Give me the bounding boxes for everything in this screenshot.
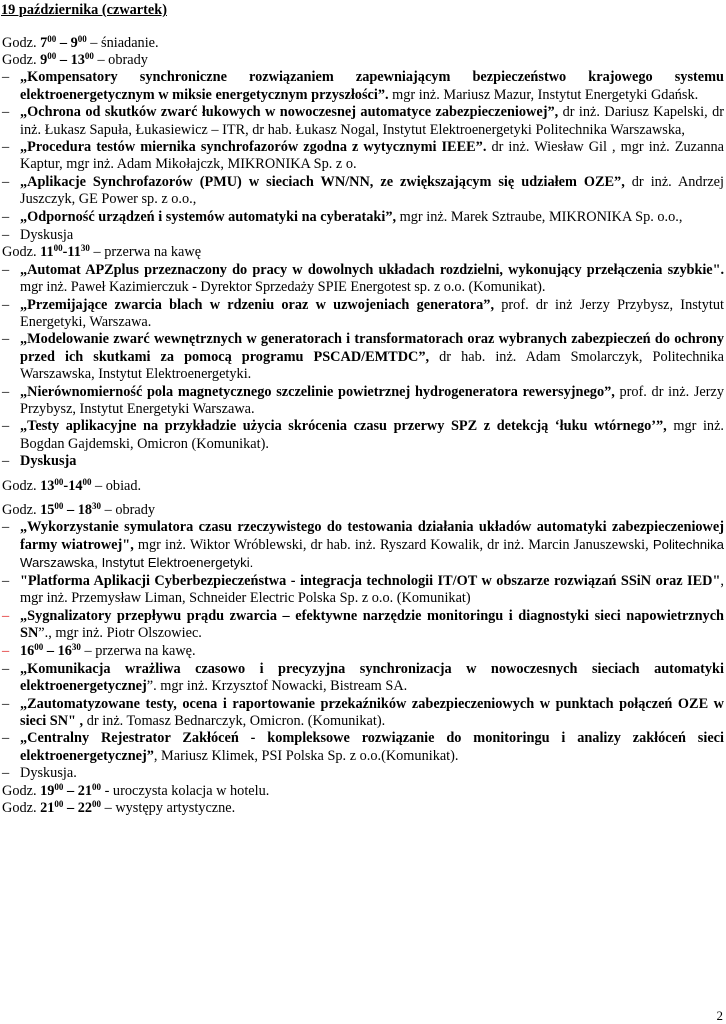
time-sep: – xyxy=(63,783,78,800)
time-start-hour: 19 xyxy=(40,783,55,800)
agenda-item xyxy=(2,174,724,208)
time-start-hour: 13 xyxy=(40,477,55,494)
talk-authors: dr inż. Wiesław Gil , mgr inż. Zuzanna Kaptur, mgr inż. Adam Mikołajczk, MIKRONIKA Sp. z o. xyxy=(20,139,724,173)
time-end-min: 00 xyxy=(92,782,102,793)
time-label: – obrady xyxy=(101,501,156,518)
time-sep: – xyxy=(63,800,78,817)
dash-bullet: – xyxy=(2,331,10,348)
time-end-min: 30 xyxy=(71,641,81,652)
talk-authors: ”., mgr inż. Piotr Olszowiec. xyxy=(38,625,202,642)
talk-title: „Kompensatory synchroniczne rozwiązaniem zapewniającym bezpieczeństwo krajowego systemu elektroenergetycznym w miksie energetycznym przyszłości”. xyxy=(20,69,724,103)
time-sep: - xyxy=(62,244,68,261)
time-end-hour: 21 xyxy=(77,783,93,800)
dash-bullet: – xyxy=(2,518,10,535)
talk-authors: mgr inż. Paweł Kazimierczuk - Dyrektor Sprzedaży SPIE Energotest sp. z o.o. (Komunikat). xyxy=(20,278,546,295)
time-end-min: 00 xyxy=(84,51,94,62)
agenda-item xyxy=(2,661,724,695)
time-slot-session-1 xyxy=(2,52,724,69)
talk-title: "Platforma Aplikacji Cyberbezpieczeństwa - integracja technologii IT/OT w obszarze rozwiązań SSiN oraz IED" xyxy=(20,573,721,590)
agenda-item-discussion xyxy=(2,765,724,782)
time-prefix: Godz. xyxy=(2,783,41,800)
time-prefix: Godz. xyxy=(2,35,41,51)
time-start-hour: 16 xyxy=(20,642,35,659)
agenda-item xyxy=(2,209,724,226)
talk-title: „Zautomatyzowane testy, ocena i raportowanie przekaźników zabezpieczeniowych w punktach połączeń OZE w sieci SN" , xyxy=(20,695,724,729)
time-start-hour: 7 xyxy=(40,35,48,51)
time-prefix: Godz. xyxy=(2,800,41,817)
dash-bullet: – xyxy=(2,209,10,226)
agenda-item xyxy=(2,331,724,383)
talk-authors: mgr inż. Wiktor Wróblewski, dr hab. inż. Ryszard Kowalik, dr inż. Marcin Januszewski, xyxy=(133,537,649,554)
time-slot-lunch xyxy=(2,478,724,495)
talk-title: „Aplikacje Synchrofazorów (PMU) w sieciach WN/NN, ze zwiększającym się udziałem OZE”, xyxy=(20,174,625,191)
time-start-min: 00 xyxy=(54,799,64,810)
talk-title: „Wykorzystanie symulatora czasu rzeczywistego do testowania działania układów automatyki zabezpieczeniowej farmy wiatrowej", xyxy=(20,518,724,554)
talk-title: „Odporność urządzeń i systemów automatyki na cyberataki”, xyxy=(20,209,397,226)
dash-bullet: – xyxy=(2,730,10,747)
time-slot-coffee-1 xyxy=(2,244,724,261)
talk-title: „Procedura testów miernika synchrofazorów zgodna z wytycznymi IEEE”. xyxy=(20,139,487,156)
talk-title: „Nierównomierność pola magnetycznego szczelinie powietrznej hydrogeneratora rewersyjnego”, xyxy=(20,383,615,400)
time-start-min: 00 xyxy=(34,641,44,652)
dash-bullet: – xyxy=(2,418,10,435)
agenda-item xyxy=(2,297,724,331)
agenda-item xyxy=(2,519,724,573)
time-end-hour: 11 xyxy=(67,244,81,261)
time-start-min: 00 xyxy=(47,51,57,62)
talk-title: „Testy aplikacyjne na przykładzie użycia skrócenia czasu przerwy SPZ z detekcją ‘łuku wtórnego’”, xyxy=(20,418,667,435)
time-start-min: 00 xyxy=(47,34,57,44)
agenda-item xyxy=(2,573,724,607)
dash-bullet: – xyxy=(2,174,10,191)
dash-bullet: – xyxy=(2,660,10,677)
time-start-min: 00 xyxy=(54,782,64,793)
talk-authors: mgr inż. Bogdan Gajdemski, Omicron (Komunikat). xyxy=(20,418,724,452)
talk-title: „Modelowanie zwarć wewnętrznych w generatorach i transformatorach oraz wybranych zabezpieczeń do ochrony przed ich skutkami za pomocą programu PSCAD/EMTDC”, xyxy=(20,331,724,365)
time-label: – przerwa na kawę xyxy=(89,244,202,261)
talk-authors: prof. dr inż Jerzy Przybysz, Instytut Energetyki, Warszawa. xyxy=(20,296,724,330)
schedule-content xyxy=(2,35,724,817)
agenda-item-discussion xyxy=(2,227,724,244)
talk-authors: prof. dr inż. Jerzy Przybysz, Instytut Energetyki Warszawa. xyxy=(20,383,724,417)
time-slot-performances xyxy=(2,800,724,817)
dash-bullet: – xyxy=(2,139,10,156)
talk-authors: dr hab. inż. Adam Smolarczyk, Politechnika Warszawska, Instytut Elektroenergetyki. xyxy=(20,348,724,382)
agenda-item xyxy=(2,608,724,642)
time-start-min: 00 xyxy=(54,500,64,511)
talk-authors: mgr inż. Mariusz Mazur, Instytut Energetyki Gdańsk. xyxy=(388,86,699,103)
dash-bullet: – xyxy=(2,573,10,590)
time-end-min: 30 xyxy=(80,243,90,254)
agenda-item xyxy=(2,262,724,296)
time-slot-breakfast xyxy=(2,35,724,52)
time-end-hour: 18 xyxy=(77,501,93,518)
dash-bullet: – xyxy=(2,69,10,86)
dash-bullet: – xyxy=(2,261,10,278)
talk-authors: mgr inż. Marek Sztraube, MIKRONIKA Sp. o.o., xyxy=(396,209,683,226)
talk-title: „Automat APZplus przeznaczony do pracy w dowolnych układach rozdzielni, wykonujący przełączenia szybkie". xyxy=(20,261,724,278)
time-start-hour: 21 xyxy=(40,800,55,817)
time-start-min: 00 xyxy=(54,476,64,487)
talk-title: „Centralny Rejestrator Zakłóceń - kompleksowe rozwiązanie do monitoringu i analizy zakłóceń sieci elektroenergetycznej” xyxy=(20,730,724,764)
time-end-min: 00 xyxy=(77,34,87,44)
talk-authors: dr inż. Andrzej Juszczyk, GE Power sp. z o.o., xyxy=(20,174,725,208)
talk-authors: , mgr inż. Przemysław Liman, Schneider Electric Polska Sp. z o.o. (Komunikat) xyxy=(20,573,724,607)
talk-authors: ”. mgr inż. Krzysztof Nowacki, Bistream SA. xyxy=(146,677,408,694)
time-start-min: 00 xyxy=(53,243,63,254)
dash-bullet: – xyxy=(2,104,10,121)
agenda-item xyxy=(2,696,724,730)
time-start-hour: 15 xyxy=(40,501,55,518)
time-end-hour: 22 xyxy=(77,800,93,817)
time-end-min: 00 xyxy=(92,799,102,810)
talk-authors: dr inż. Dariusz Kapelski, dr inż. Łukasz Sapuła, Łukasiewicz – ITR, dr hab. Łukasz Nogal, Instytut Elektroenergetyki Politechnika Warszawska, xyxy=(20,104,724,138)
discussion-label: Dyskusja xyxy=(20,226,74,243)
time-end-hour: 13 xyxy=(70,52,85,69)
page-number: 2 xyxy=(716,1008,723,1023)
talk-authors: , Mariusz Klimek, PSI Polska Sp. z o.o.(Komunikat). xyxy=(153,747,459,764)
discussion-label: Dyskusja. xyxy=(20,765,77,782)
agenda-item xyxy=(2,139,724,173)
dash-bullet: – xyxy=(2,695,10,712)
time-slot-dinner xyxy=(2,783,724,800)
agenda-item xyxy=(2,730,724,764)
dash-bullet: – xyxy=(2,765,10,782)
agenda-item-discussion xyxy=(2,453,724,470)
time-end-min: 00 xyxy=(82,476,92,487)
agenda-item xyxy=(2,384,724,418)
agenda-item xyxy=(2,104,724,138)
time-sep: – xyxy=(43,642,58,659)
time-label: – obiad. xyxy=(91,477,142,494)
time-start-hour: 11 xyxy=(40,244,54,261)
dash-bullet: – xyxy=(2,642,10,659)
dash-bullet: – xyxy=(2,608,10,624)
talk-title: „Ochrona od skutków zwarć łukowych w nowoczesnej automatyce zabezpieczeniowej”, xyxy=(20,104,559,121)
time-sep: – xyxy=(56,35,71,51)
time-end-min: 30 xyxy=(92,500,102,511)
talk-authors: dr inż. Tomasz Bednarczyk, Omicron. (Komunikat). xyxy=(83,712,386,729)
time-label: – śniadanie. xyxy=(86,35,159,51)
time-prefix: Godz. xyxy=(2,244,41,261)
time-end-hour: 14 xyxy=(68,477,83,494)
dash-bullet: – xyxy=(2,226,10,243)
time-sep: – xyxy=(56,52,71,69)
agenda-item xyxy=(2,69,724,103)
talk-title: „Sygnalizatory przepływu prądu zwarcia – efektywne narzędzie monitoringu i diagnostyki sieci napowietrznych SN xyxy=(20,608,724,642)
talk-affiliation: Politechnika Warszawska, Instytut Elektroenergetyki. xyxy=(20,537,724,571)
time-sep: – xyxy=(63,501,78,518)
dash-bullet: – xyxy=(2,383,10,400)
time-sep: - xyxy=(63,477,69,494)
time-label: – obrady xyxy=(93,52,148,69)
time-prefix: Godz. xyxy=(2,52,41,69)
day-title: 19 października (czwartek) xyxy=(1,2,167,18)
agenda-item-coffee-break xyxy=(2,643,724,660)
discussion-label: Dyskusja xyxy=(20,453,77,470)
talk-title: „Komunikacja wrażliwa czasowo i precyzyjna synchronizacja w nowoczesnych sieciach automatyki elektroenergetycznej xyxy=(20,660,724,694)
time-prefix: Godz. xyxy=(2,501,41,518)
agenda-item xyxy=(2,418,724,452)
time-end-hour: 9 xyxy=(70,35,78,51)
time-start-hour: 9 xyxy=(40,52,48,69)
time-label: – występy artystyczne. xyxy=(101,800,236,817)
time-prefix: Godz. xyxy=(2,477,41,494)
time-end-hour: 16 xyxy=(57,642,72,659)
time-slot-session-2 xyxy=(2,502,724,519)
talk-title: „Przemijające zwarcia blach w rdzeniu oraz w uzwojeniach generatora”, xyxy=(20,296,495,313)
dash-bullet: – xyxy=(2,453,10,470)
time-label: - uroczysta kolacja w hotelu. xyxy=(101,783,270,800)
time-label: – przerwa na kawę. xyxy=(80,642,196,659)
dash-bullet: – xyxy=(2,296,10,313)
